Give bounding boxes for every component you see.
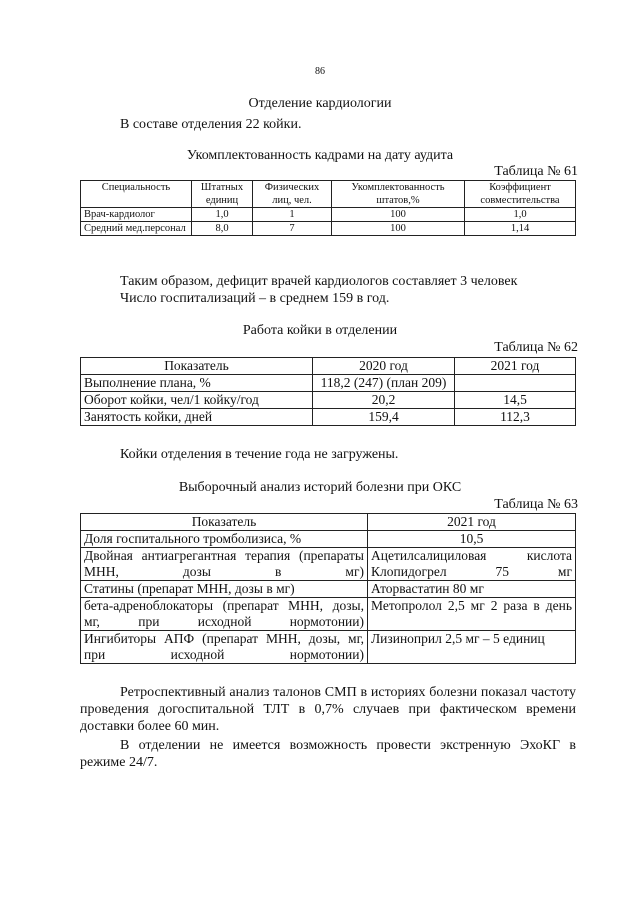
cell: 159,4	[313, 409, 455, 426]
hospitalization-text: Число госпитализаций – в среднем 159 в год.	[120, 291, 390, 306]
cell: 100	[332, 208, 465, 222]
cell: 1,0	[192, 208, 253, 222]
cell: Лизиноприл 2,5 мг – 5 единиц	[368, 631, 576, 664]
table62-caption: Таблица № 62	[494, 340, 578, 355]
retrospective-text: Ретроспективный анализ талонов СМП в историях болезни показал частоту проведения догоспитальной ТЛТ в 0,7% случаев при фактическом времени доставки более 60 мин.	[80, 685, 576, 734]
table-63	[80, 513, 576, 664]
cell: 14,5	[455, 392, 576, 409]
cell: 112,3	[455, 409, 576, 426]
cell: Доля госпитального тромболизиса, %	[81, 531, 368, 548]
cell: Двойная антиагрегантная терапия (препараты МНН, дозы в мг)	[81, 548, 368, 581]
table-row	[81, 631, 576, 664]
cell: Оборот койки, чел/1 койку/год	[81, 392, 313, 409]
header-cell: Коэффициент совместительства	[465, 181, 576, 208]
echo-text: В отделении не имеется возможность провести экстренную ЭхоКГ в режиме 24/7.	[80, 738, 576, 770]
cell: 1	[253, 208, 332, 222]
table-62	[80, 357, 576, 426]
oks-title: Выборочный анализ историй болезни при ОКС	[178, 480, 462, 495]
section-title: Отделение кардиологии	[248, 96, 392, 111]
table-row	[81, 392, 576, 409]
header-cell: Штатных единиц	[192, 181, 253, 208]
beds-text: В составе отделения 22 койки.	[120, 117, 302, 132]
table-61	[80, 180, 576, 236]
cell: Ацетилсалициловая кислота Клопидогрел 75 мг	[368, 548, 576, 581]
cell: бета-адреноблокаторы (препарат МНН, дозы, мг, при исходной нормотонии)	[81, 598, 368, 631]
cell: 1,14	[465, 222, 576, 236]
header-cell: Физических лиц, чел.	[253, 181, 332, 208]
header-cell: 2020 год	[313, 358, 455, 375]
header-cell: Укомплектованность штатов,%	[332, 181, 465, 208]
cell: Ингибиторы АПФ (препарат МНН, дозы, мг, при исходной нормотонии)	[81, 631, 368, 664]
cell: 20,2	[313, 392, 455, 409]
header-cell: 2021 год	[455, 358, 576, 375]
table-row	[81, 581, 576, 598]
table-header-row	[81, 514, 576, 531]
beds-not-loaded-text: Койки отделения в течение года не загружены.	[120, 447, 399, 462]
bed-work-title: Работа койки в отделении	[242, 323, 398, 338]
cell: 10,5	[368, 531, 576, 548]
cell: Занятость койки, дней	[81, 409, 313, 426]
table-row	[81, 409, 576, 426]
table-row	[81, 531, 576, 548]
cell	[455, 375, 576, 392]
staffing-title: Укомплектованность кадрами на дату аудита	[186, 148, 454, 163]
header-cell: Показатель	[81, 358, 313, 375]
cell: Выполнение плана, %	[81, 375, 313, 392]
cell: 8,0	[192, 222, 253, 236]
table-row	[81, 208, 576, 222]
cell: 100	[332, 222, 465, 236]
cell: Средний мед.персонал	[81, 222, 192, 236]
page-number: 86	[315, 66, 325, 77]
cell: Статины (препарат МНН, дозы в мг)	[81, 581, 368, 598]
table-row	[81, 375, 576, 392]
table-header-row	[81, 358, 576, 375]
cell: 7	[253, 222, 332, 236]
table-row	[81, 222, 576, 236]
header-cell: Специальность	[81, 181, 192, 208]
table-row	[81, 598, 576, 631]
cell: 1,0	[465, 208, 576, 222]
cell: Врач-кардиолог	[81, 208, 192, 222]
header-cell: Показатель	[81, 514, 368, 531]
cell: 118,2 (247) (план 209)	[313, 375, 455, 392]
cell: Метопролол 2,5 мг 2 раза в день	[368, 598, 576, 631]
cell: Аторвастатин 80 мг	[368, 581, 576, 598]
table61-caption: Таблица № 61	[494, 164, 578, 179]
deficit-text: Таким образом, дефицит врачей кардиологов составляет 3 человек	[120, 274, 518, 289]
table63-caption: Таблица № 63	[494, 497, 578, 512]
table-header-row	[81, 181, 576, 208]
header-cell: 2021 год	[368, 514, 576, 531]
table-row	[81, 548, 576, 581]
